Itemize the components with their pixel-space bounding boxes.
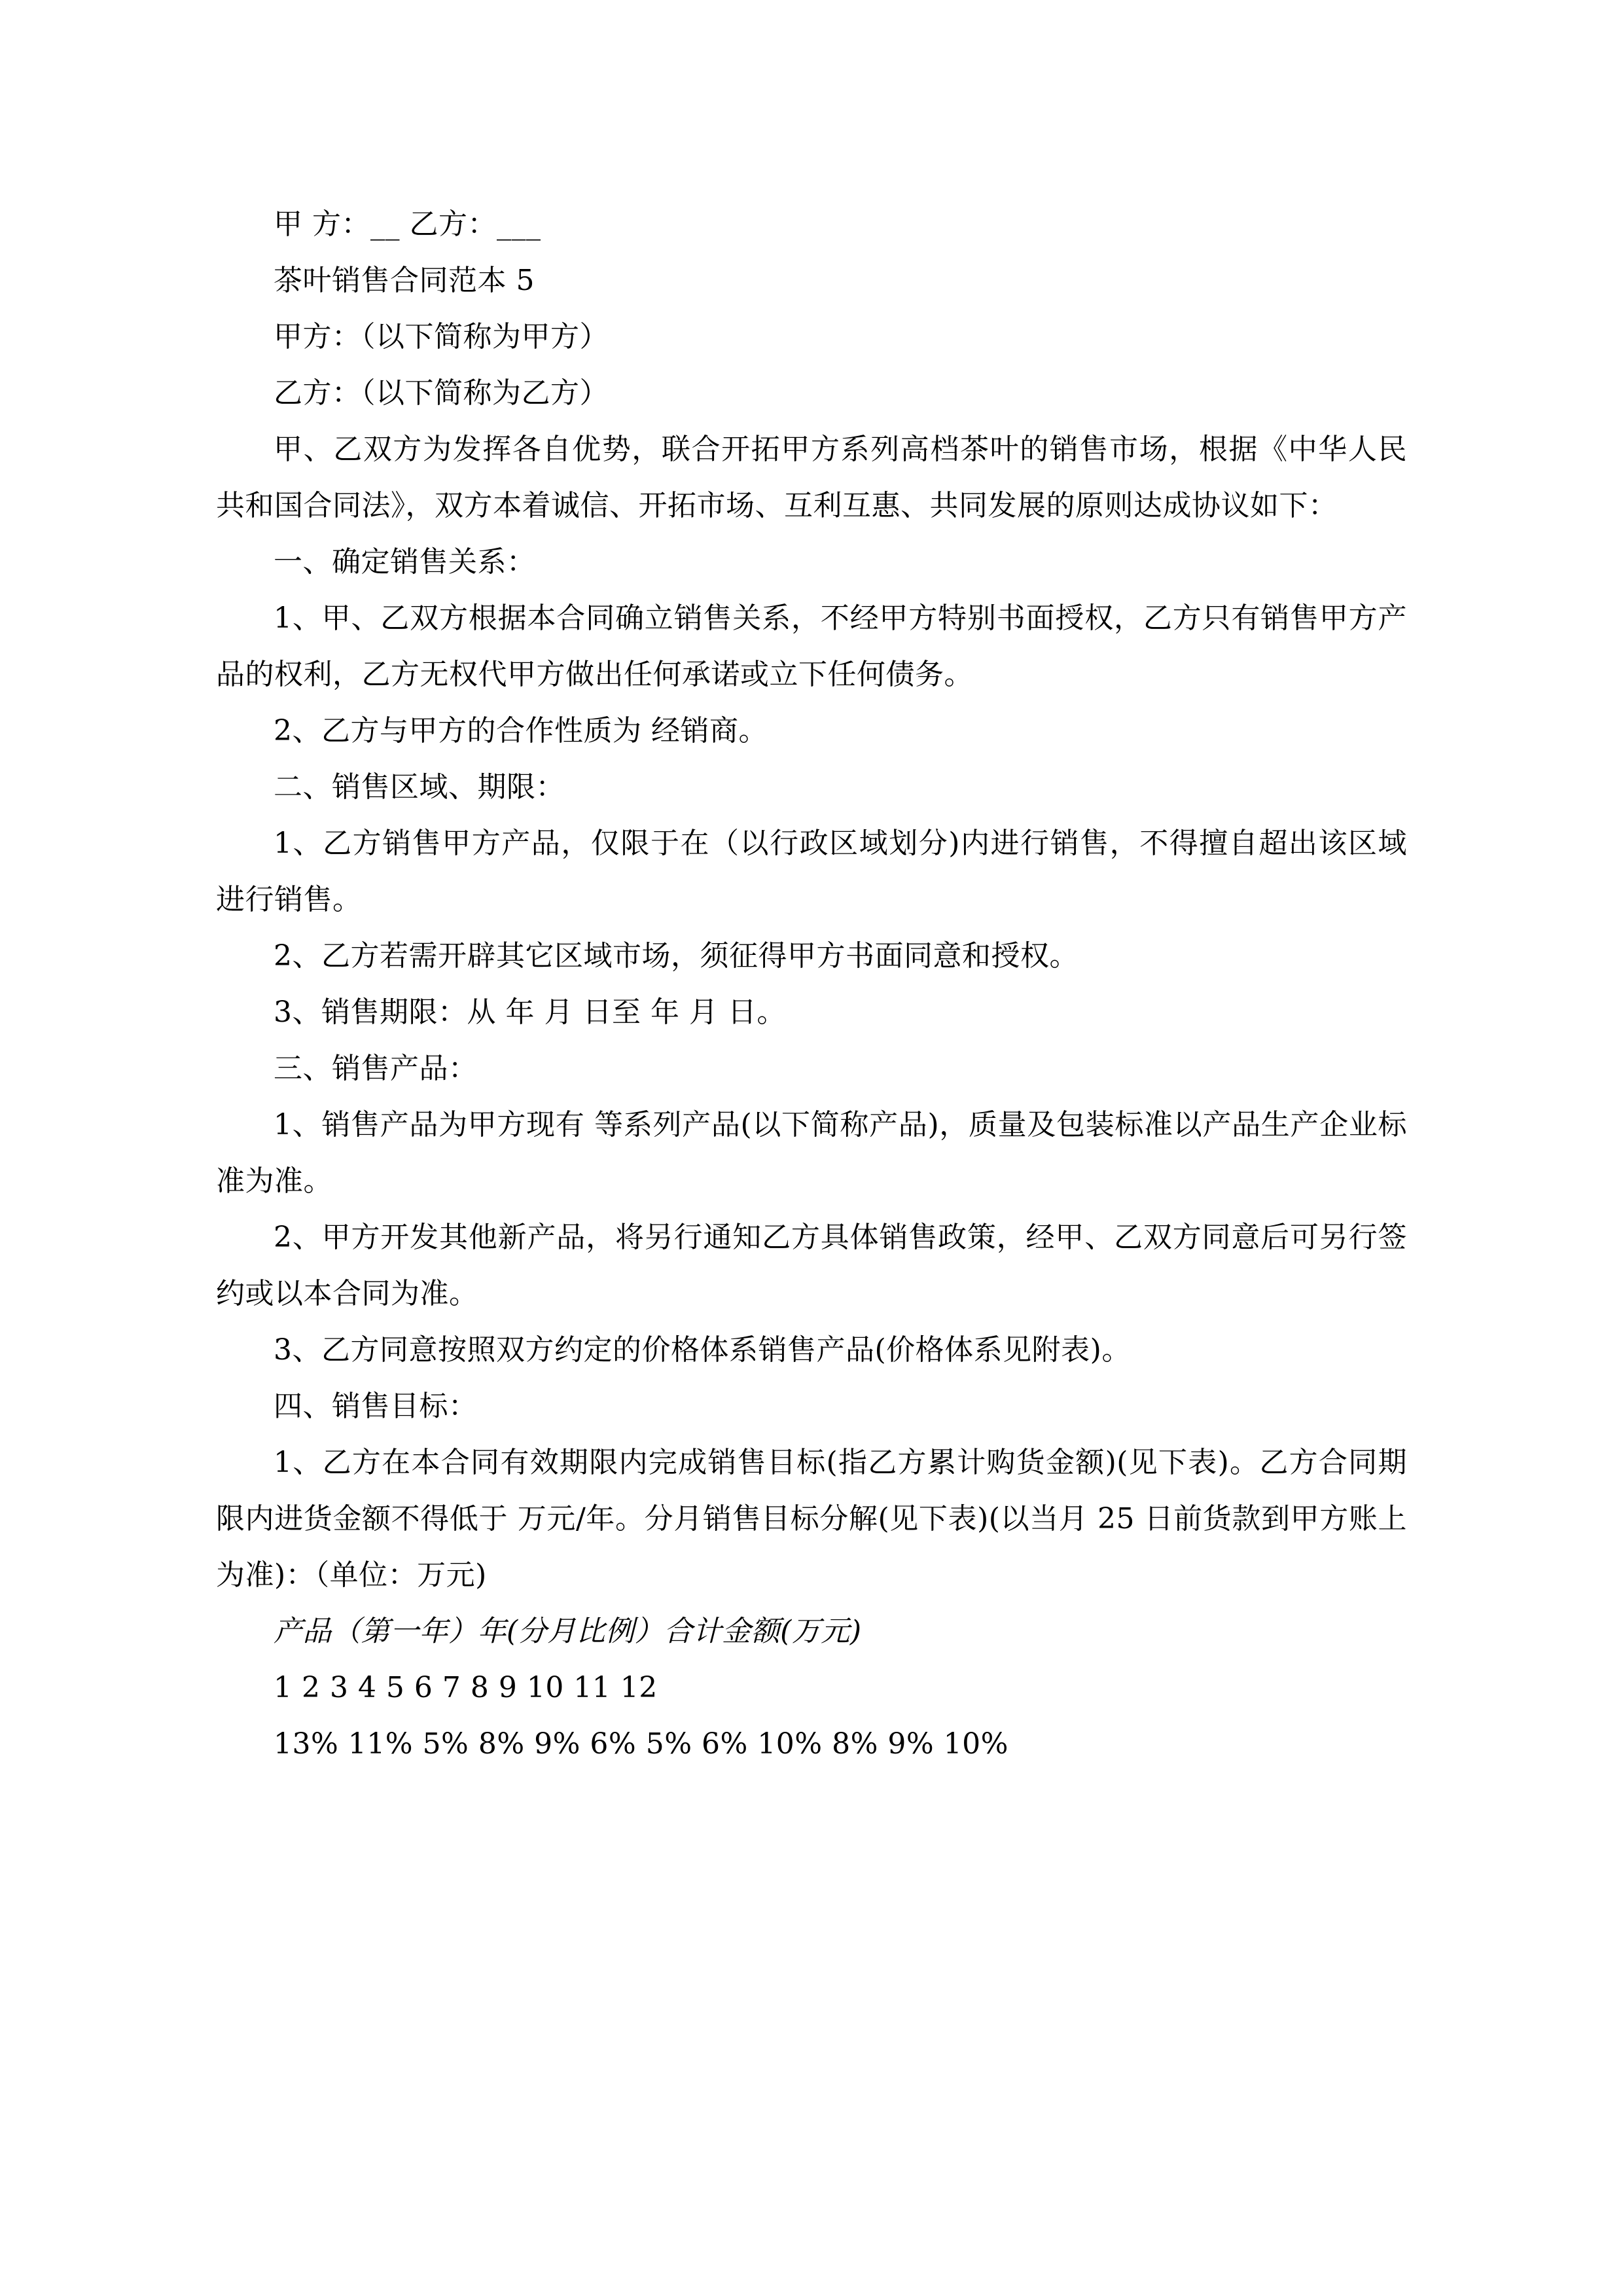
document-body [216, 196, 1407, 1772]
heading-section-2: 二、销售区域、期限： [274, 770, 565, 804]
paragraph-section-2-item-3: 3、销售期限：从 年 月 日至 年 月 日。 [274, 996, 786, 1029]
paragraph-parties-blank: 甲 方：__ 乙方：___ [274, 207, 541, 241]
paragraph-section-1-item-2: 2、乙方与甲方的合作性质为 经销商。 [274, 714, 768, 747]
paragraph-section-1-item-1: 1、甲、乙双方根据本合同确立销售关系，不经甲方特别书面授权，乙方只有销售甲方产品的权利，乙方无权代甲方做出任何承诺或立下任何债务。 [216, 601, 1407, 691]
paragraph-doc-title: 茶叶销售合同范本 5 [274, 264, 535, 297]
heading-section-4: 四、销售目标： [274, 1390, 478, 1423]
paragraph-section-2-item-1: 1、乙方销售甲方产品，仅限于在（以行政区域划分)内进行销售，不得擅自超出该区域进行销售。 [216, 827, 1407, 916]
heading-section-3: 三、销售产品： [274, 1052, 478, 1085]
paragraph-preamble: 甲、乙双方为发挥各自优势，联合开拓甲方系列高档茶叶的销售市场，根据《中华人民共和国合同法》，双方本着诚信、开拓市场、互利互惠、共同发展的原则达成协议如下： [216, 433, 1407, 522]
paragraph-party-a: 甲方：（以下简称为甲方） [274, 320, 609, 353]
paragraph-section-3-item-3: 3、乙方同意按照双方约定的价格体系销售产品(价格体系见附表)。 [274, 1333, 1131, 1367]
sales-table-header-line: 产品（第一年）年(分月比例）合计金额(万元) [274, 1615, 862, 1648]
heading-section-1: 一、确定销售关系： [274, 545, 536, 579]
paragraph-party-b: 乙方：（以下简称为乙方） [274, 376, 609, 410]
paragraph-section-2-item-2: 2、乙方若需开辟其它区域市场，须征得甲方书面同意和授权。 [274, 939, 1079, 973]
paragraph-section-3-item-1: 1、销售产品为甲方现有 等系列产品(以下简称产品)，质量及包装标准以产品生产企业标准为准。 [216, 1108, 1407, 1198]
paragraph-section-4-item-1: 1、乙方在本合同有效期限内完成销售目标(指乙方累计购货金额)(见下表)。乙方合同期限内进货金额不得低于 万元/年。分月销售目标分解(见下表)(以当月 25 日前货款到甲方账上为准)：（单位：万元) [216, 1446, 1407, 1592]
sales-table-percent-line: 13% 11% 5% 8% 9% 6% 5% 6% 10% 8% 9% 10% [274, 1727, 1008, 1761]
paragraph-section-3-item-2: 2、甲方开发其他新产品，将另行通知乙方具体销售政策，经甲、乙双方同意后可另行签约或以本合同为准。 [216, 1221, 1407, 1310]
sales-table-months-line: 1 2 3 4 5 6 7 8 9 10 11 12 [274, 1671, 658, 1704]
